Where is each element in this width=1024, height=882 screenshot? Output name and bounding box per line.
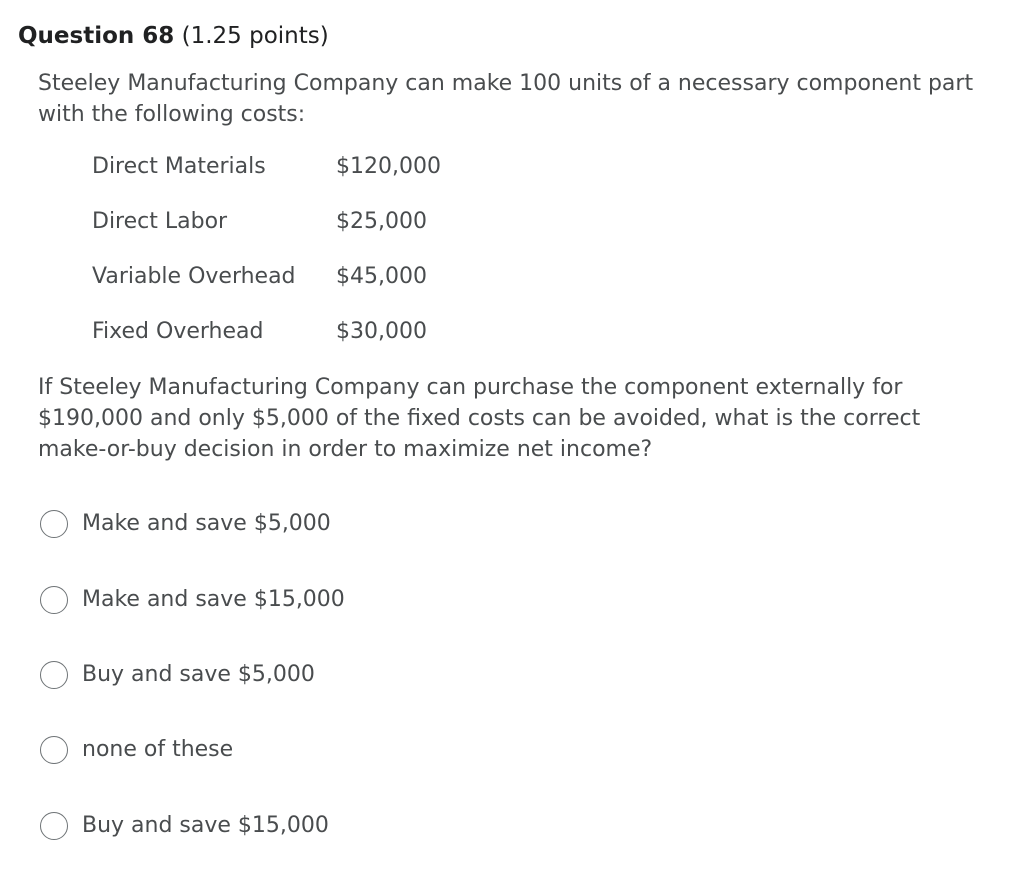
cost-label: Fixed Overhead <box>92 319 264 344</box>
question-prompt: If Steeley Manufacturing Company can purchase the component externally for $190,000 and only $5,000 of the fixed costs can be avoided, what is the correct make-or-buy decision in order to maximize net income? <box>38 375 921 462</box>
question-header <box>18 20 329 52</box>
answer-option-4[interactable] <box>40 732 233 768</box>
question-intro: Steeley Manufacturing Company can make 100 units of a necessary component part with the following costs: <box>38 71 974 127</box>
radio-button[interactable] <box>40 510 68 538</box>
cost-value: $30,000 <box>336 319 427 344</box>
question-title: Question 68 <box>18 23 175 49</box>
answer-label[interactable]: none of these <box>82 737 234 762</box>
answer-label[interactable]: Buy and save $15,000 <box>82 813 329 838</box>
cost-label: Variable Overhead <box>92 264 296 289</box>
answer-option-1[interactable] <box>40 506 331 542</box>
answer-label[interactable]: Make and save $15,000 <box>82 587 345 612</box>
cost-value: $25,000 <box>336 209 427 234</box>
cost-value: $120,000 <box>336 154 441 179</box>
cost-label: Direct Labor <box>92 209 228 234</box>
radio-button[interactable] <box>40 736 68 764</box>
answer-label[interactable]: Buy and save $5,000 <box>82 662 315 687</box>
question-points: (1.25 points) <box>181 23 329 49</box>
radio-button[interactable] <box>40 812 68 840</box>
answer-option-2[interactable] <box>40 582 345 618</box>
answer-label[interactable]: Make and save $5,000 <box>82 511 331 536</box>
answer-option-3[interactable] <box>40 657 315 693</box>
answer-option-5[interactable] <box>40 808 329 844</box>
cost-value: $45,000 <box>336 264 427 289</box>
cost-label: Direct Materials <box>92 154 266 179</box>
radio-button[interactable] <box>40 661 68 689</box>
radio-button[interactable] <box>40 586 68 614</box>
